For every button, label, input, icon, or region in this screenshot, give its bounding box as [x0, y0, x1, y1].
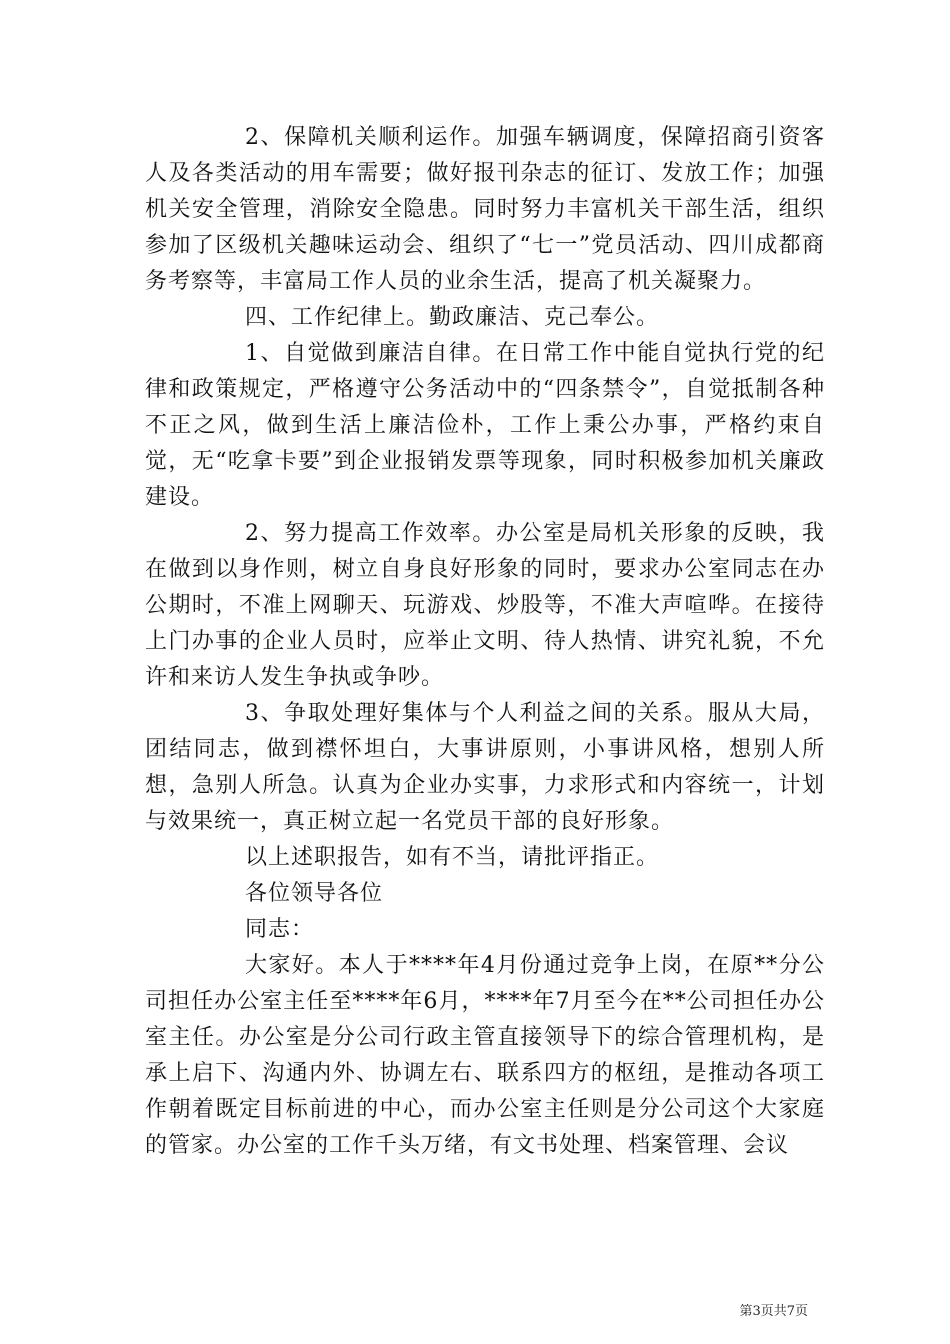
paragraph-vehicle-operations: 2、保障机关顺利运作。加强车辆调度，保障招商引资客人及各类活动的用车需要；做好报刊杂志的征订、发放工作；加强机关安全管理，消除安全隐患。同时努力丰富机关干部生活，组织参加了区级机关趣味运动会、组织了“七一”党员活动、四川成都商务考察等，丰富局工作人员的业余生活，提高了机关凝聚力。 — [145, 125, 825, 294]
paragraph-closing: 以上述职报告，如有不当，请批评指正。 — [245, 845, 660, 870]
salutation-line-2: 同志： — [245, 917, 315, 942]
paragraph-self-discipline: 1、自觉做到廉洁自律。在日常工作中能自觉执行党的纪律和政策规定，严格遵守公务活动中的“四条禁令”，自觉抵制各种不正之风，做到生活上廉洁俭朴，工作上秉公办事，严格约束自觉，无“吃拿卡要”到企业报销发票等现象，同时积极参加机关廉政建设。 — [145, 341, 825, 510]
page-number: 第3页共7页 — [739, 1304, 808, 1319]
document-body — [145, 120, 825, 1164]
paragraph-collective-interest: 3、争取处理好集体与个人利益之间的关系。服从大局，团结同志，做到襟怀坦白，大事讲原则，小事讲风格，想别人所想，急别人所急。认真为企业办实事，力求形式和内容统一，计划与效果统一，真正树立起一名党员干部的良好形象。 — [145, 701, 825, 834]
section-heading-discipline: 四、工作纪律上。勤政廉洁、克己奉公。 — [245, 305, 660, 330]
paragraph-work-efficiency: 2、努力提高工作效率。办公室是局机关形象的反映，我在做到以身作则，树立自身良好形象的同时，要求办公室同志在办公期时，不准上网聊天、玩游戏、炒股等，不准大声喧哗。在接待上门办事的企业人员时，应举止文明、待人热情、讲究礼貌，不允许和来访人发生争执或争吵。 — [145, 521, 825, 690]
paragraph-introduction: 大家好。本人于****年4月份通过竞争上岗，在原**分公司担任办公室主任至****年6月，****年7月至今在**公司担任办公室主任。办公室是分公司行政主管直接领导下的综合管理机构，是承上启下、沟通内外、协调左右、联系四方的枢纽，是推动各项工作朝着既定目标前进的中心，而办公室主任则是分公司这个大家庭的管家。办公室的工作千头万绪，有文书处理、档案管理、会议 — [145, 953, 825, 1158]
salutation-line-1: 各位领导各位 — [245, 881, 384, 906]
